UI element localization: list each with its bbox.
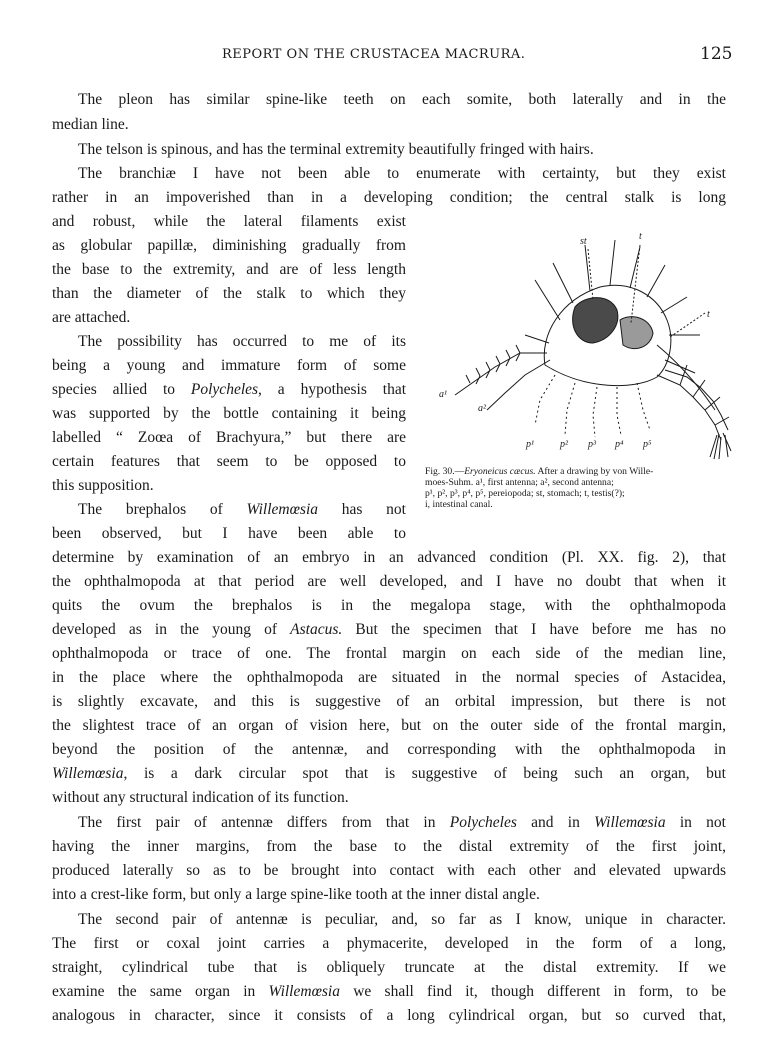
gland-hatching (620, 317, 653, 349)
text-line: quits the ovum the brephalos is in the megalopa stage, with the ophthalmopoda (52, 597, 726, 614)
figure-caption-line: i, intestinal canal. (425, 499, 493, 510)
text-line: beyond the position of the antennæ, and corresponding with the ophthalmopoda in (52, 741, 726, 758)
antenna-first (455, 353, 547, 395)
label-p2: p² (560, 439, 568, 450)
figure-caption-line: moes-Suhm. a¹, first antenna; a², second antenna; (425, 477, 614, 488)
pereiopod-5 (637, 383, 650, 430)
text-line: was supported by the bottle containing it being (52, 405, 406, 422)
text-line: into a crest-like form, but only a large spine-like tooth at the inner distal angle. (52, 886, 540, 903)
text-line: The first pair of antennæ differs from that in Polycheles and in Willemœsia in not (78, 814, 726, 831)
text-line: this supposition. (52, 477, 154, 494)
page-number: 125 (700, 44, 733, 64)
running-header: REPORT ON THE CRUSTACEA MACRURA. (222, 47, 526, 62)
label-p5: p⁵ (643, 439, 652, 450)
figure-30-illustration (425, 225, 733, 460)
text-line: analogous in character, since it consists of a long cylindrical organ, but so curved that, (52, 1007, 726, 1024)
text-line: and robust, while the lateral filaments exist (52, 213, 406, 230)
antenna-second (487, 360, 550, 410)
text-line: being a young and immature form of some (52, 357, 406, 374)
text-line: been observed, but I have been able to (52, 525, 406, 542)
figure-caption-line: Fig. 30.—Eryoneicus cæcus. After a drawing by von Wille- (425, 466, 654, 477)
text-line: certain features that seem to be opposed to (52, 453, 406, 470)
pereiopod-4 (617, 387, 621, 435)
label-p4: p⁴ (615, 439, 624, 450)
text-line: is slightly excavate, and this is suggestive of an orbital impression, but there is not (52, 693, 726, 710)
text-line: rather in an impoverished than in a developing condition; the central stalk is long (52, 189, 726, 206)
text-line: produced laterally so as to be brought into contact with each other and elevated upwards (52, 862, 726, 879)
stomach-shape (573, 298, 618, 343)
text-line: The possibility has occurred to me of its (78, 333, 406, 350)
label-p1: p¹ (526, 439, 534, 450)
intestinal-canal (657, 345, 715, 410)
pereiopod-1 (535, 375, 555, 425)
text-line: The second pair of antennæ is peculiar, and, so far as I know, unique in character. (78, 911, 726, 928)
label-t-right: t (707, 309, 710, 320)
leader-st (588, 249, 593, 300)
text-line: the ophthalmopoda at that period are well developed, and I have no doubt that when it (52, 573, 726, 590)
text-line: labelled “ Zoœa of Brachyura,” but there are (52, 429, 406, 446)
leader-t (631, 245, 640, 323)
text-line: median line. (52, 116, 129, 133)
text-line: having the inner margins, from the base to the distal extremity of the first joint, (52, 838, 726, 855)
text-line: Willemœsia, is a dark circular spot that is suggestive of being such an organ, but (52, 765, 726, 782)
text-line: are attached. (52, 309, 131, 326)
pereiopod-3 (593, 387, 597, 437)
antenna-hairs (466, 345, 520, 384)
text-line: The branchiæ I have not been able to enumerate with certainty, but they exist (78, 165, 726, 182)
text-line: The brephalos of Willemœsia has not (78, 501, 406, 518)
text-line: developed as in the young of Astacus. But the specimen that I have before me has no (52, 621, 726, 638)
text-line: than the diameter of the stalk to which they (52, 285, 406, 302)
figure-caption-line: p¹, p², p³, p⁴, p⁵, pereiopoda; st, stomach; t, testis(?); (425, 488, 625, 499)
label-p3: p³ (588, 439, 596, 450)
text-line: in the place where the ophthalmopoda are situated in the normal species of Astacidea, (52, 669, 726, 686)
leader-t-right (670, 313, 705, 337)
text-line: The telson is spinous, and has the terminal extremity beautifully fringed with hairs. (78, 141, 594, 158)
label-st: st (580, 236, 587, 247)
text-line: as globular papillæ, diminishing gradually from (52, 237, 406, 254)
label-t-top: t (639, 231, 642, 242)
text-line: The pleon has similar spine-like teeth on each somite, both laterally and in the (78, 91, 726, 108)
telson-fringe (710, 433, 731, 459)
text-line: straight, cylindrical tube that is obliquely truncate at the distal extremity. If we (52, 959, 726, 976)
label-a2: a² (478, 403, 486, 414)
label-a1: a¹ (439, 389, 447, 400)
text-line: the slightest trace of an organ of vision here, but on the outer side of the frontal margin, (52, 717, 726, 734)
text-line: examine the same organ in Willemœsia we shall find it, though different in form, to be (52, 983, 726, 1000)
text-line: ophthalmopoda or trace of one. The frontal margin on each side of the median line, (52, 645, 726, 662)
pereiopod-2 (565, 383, 575, 435)
text-line: species allied to Polycheles, a hypothesis that (52, 381, 406, 398)
text-line: determine by examination of an embryo in an advanced condition (Pl. XX. fig. 2), that (52, 549, 726, 566)
text-line: The first or coxal joint carries a phymacerite, developed in the form of a long, (52, 935, 726, 952)
text-line: the base to the extremity, and are of less length (52, 261, 406, 278)
text-line: without any structural indication of its function. (52, 789, 349, 806)
